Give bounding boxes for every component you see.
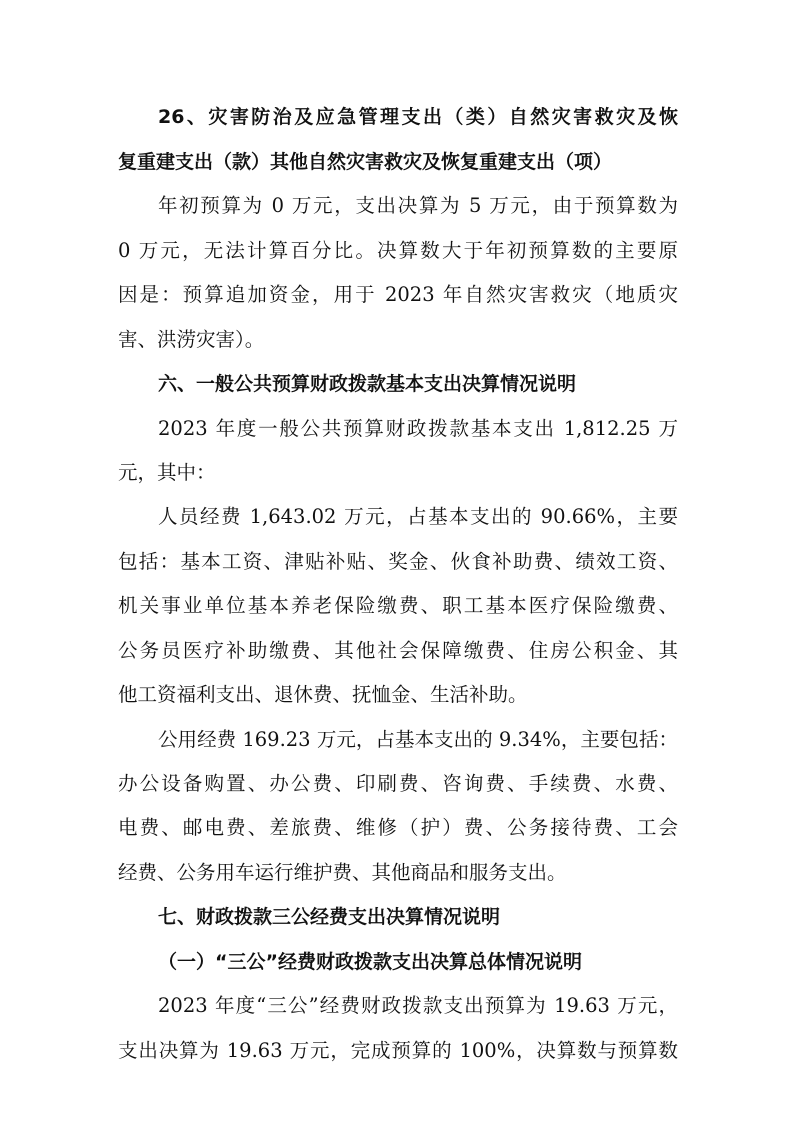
section-6-intro-line-2: 元，其中： <box>118 461 216 484</box>
section-26-body-line-2: 0 万元，无法计算百分比。决算数大于年初预算数的主要原 <box>118 239 678 262</box>
section-26-heading-line-2: 复重建支出（款）其他自然灾害救灾及恢复重建支出（项） <box>118 151 613 173</box>
section-26-body-line-3: 因是：预算追加资金，用于 2023 年自然灾害救灾（地质灾 <box>118 283 678 306</box>
personnel-line-1: 人员经费 1,643.02 万元，占基本支出的 90.66%，主要 <box>158 505 678 528</box>
section-7-body-line-2: 支出决算为 19.63 万元，完成预算的 100%，决算数与预算数 <box>118 1039 678 1062</box>
section-7-heading: 七、财政拨款三公经费支出决算情况说明 <box>158 906 501 928</box>
personnel-line-5: 他工资福利支出、退休费、抚恤金、生活补助。 <box>118 683 528 706</box>
section-26-body-line-4: 害、洪涝灾害）。 <box>118 328 265 351</box>
section-6-heading: 六、一般公共预算财政拨款基本支出决算情况说明 <box>158 373 577 395</box>
section-7-subheading: （一）“三公”经费财政拨款支出决算总体情况说明 <box>158 951 582 973</box>
public-expense-line-1: 公用经费 169.23 万元，占基本支出的 9.34%，主要包括： <box>158 728 678 751</box>
section-7-body-line-1: 2023 年度“三公”经费财政拨款支出预算为 19.63 万元， <box>158 994 678 1017</box>
section-26-heading-line-1: 26、灾害防治及应急管理支出（类）自然灾害救灾及恢 <box>158 106 678 128</box>
public-expense-line-2: 办公设备购置、办公费、印刷费、咨询费、手续费、水费、 <box>118 772 678 795</box>
public-expense-line-3: 电费、邮电费、差旅费、维修（护）费、公务接待费、工会 <box>118 816 678 839</box>
personnel-line-3: 机关事业单位基本养老保险缴费、职工基本医疗保险缴费、 <box>118 594 678 617</box>
section-6-intro-line-1: 2023 年度一般公共预算财政拨款基本支出 1,812.25 万 <box>158 417 678 440</box>
personnel-line-4: 公务员医疗补助缴费、其他社会保障缴费、住房公积金、其 <box>118 639 678 662</box>
public-expense-line-4: 经费、公务用车运行维护费、其他商品和服务支出。 <box>118 861 567 884</box>
personnel-line-2: 包括：基本工资、津贴补贴、奖金、伙食补助费、绩效工资、 <box>118 550 678 573</box>
section-26-body-line-1: 年初预算为 0 万元，支出决算为 5 万元，由于预算数为 <box>158 194 678 217</box>
